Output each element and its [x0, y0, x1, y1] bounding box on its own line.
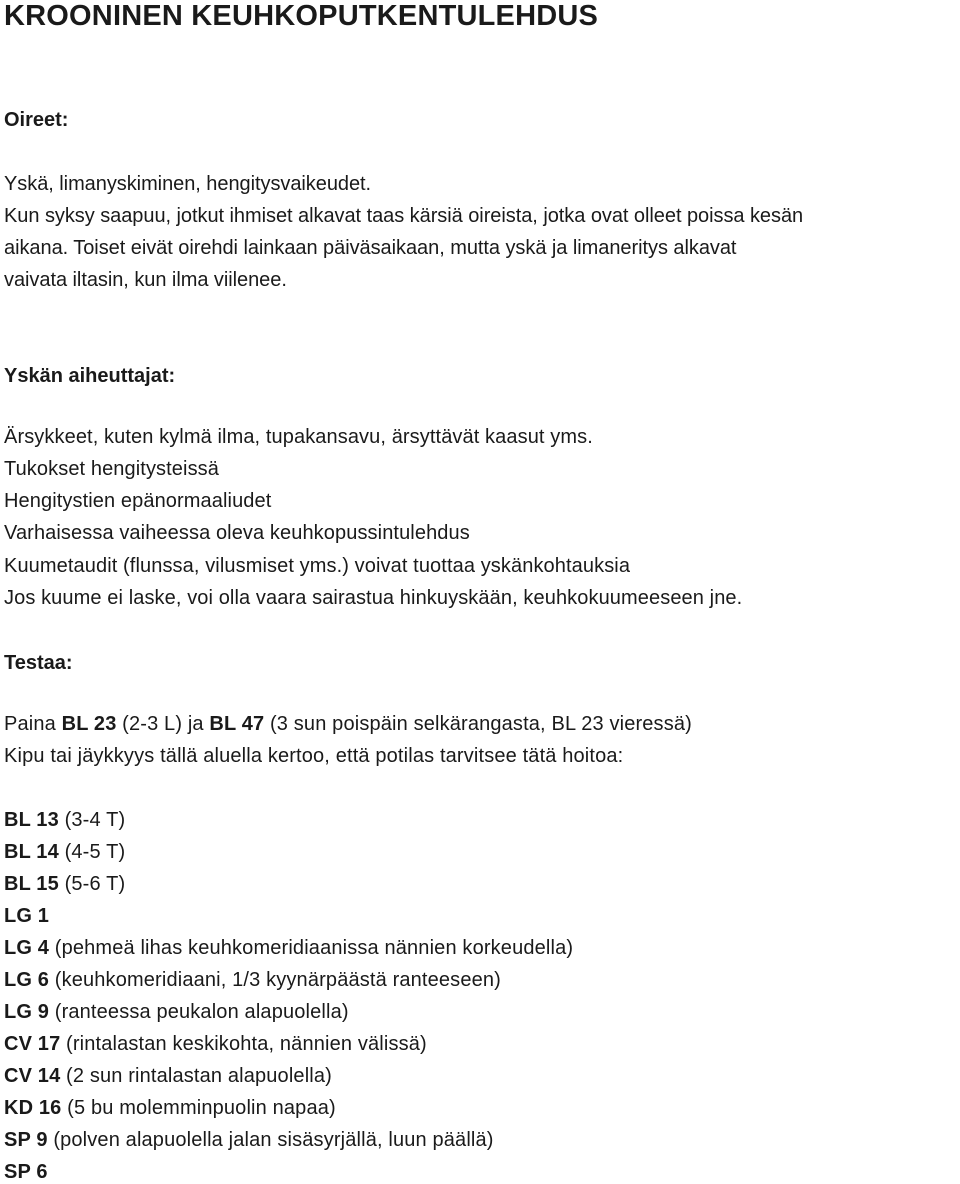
point-code: BL 13 — [4, 809, 59, 831]
causes-heading: Yskän aiheuttajat: — [4, 365, 176, 387]
causes-line: Ärsykkeet, kuten kylmä ilma, tupakansavu, ärsyttävät kaasut yms. — [4, 426, 593, 448]
point-desc: (4-5 T) — [58, 841, 126, 863]
point-desc: (5-6 T) — [58, 873, 126, 895]
test-result-note: Kipu tai jäykkyys tällä aluella kertoo, että potilas tarvitsee tätä hoitoa: — [4, 745, 624, 767]
point-item — [4, 904, 49, 928]
symptoms-heading: Oireet: — [4, 109, 69, 131]
test-heading: Testaa: — [4, 652, 73, 674]
point-code: LG 4 — [4, 937, 50, 959]
causes-line: Jos kuume ei laske, voi olla vaara sairastua hinkuyskään, keuhkokuumeeseen jne. — [4, 587, 743, 609]
point-desc: (2 sun rintalastan alapuolella) — [60, 1065, 332, 1087]
point-item — [4, 1160, 48, 1184]
point-item — [4, 1000, 349, 1024]
point-item — [4, 1096, 336, 1120]
symptoms-line: aikana. Toiset eivät oirehdi lainkaan päiväsaikaan, mutta yskä ja limaneritys alkavat — [4, 237, 737, 259]
symptoms-line: vaivata iltasin, kun ilma viilenee. — [4, 269, 287, 291]
test-instruction — [4, 712, 692, 736]
point-code: KD 16 — [4, 1097, 62, 1119]
point-code: LG 9 — [4, 1001, 50, 1023]
point-desc: (rintalastan keskikohta, nännien välissä) — [60, 1033, 427, 1055]
point-item — [4, 840, 125, 864]
point-desc: (ranteessa peukalon alapuolella) — [49, 1001, 349, 1023]
point-item — [4, 1064, 332, 1088]
causes-line: Varhaisessa vaiheessa oleva keuhkopussintulehdus — [4, 522, 470, 544]
point-code: LG 1 — [4, 905, 50, 927]
point-item — [4, 808, 125, 832]
test-text: Paina — [4, 713, 62, 735]
point-code: SP 9 — [4, 1129, 48, 1151]
point-item — [4, 1128, 494, 1152]
point-code: BL 15 — [4, 873, 59, 895]
point-code: BL 23 — [61, 713, 117, 735]
document-title: KROONINEN KEUHKOPUTKENTULEHDUS — [4, 0, 599, 32]
point-code: SP 6 — [4, 1161, 48, 1183]
causes-line: Hengitystien epänormaaliudet — [4, 490, 272, 512]
point-desc: (keuhkomeridiaani, 1/3 kyynärpäästä ranteeseen) — [49, 969, 501, 991]
point-item — [4, 872, 125, 896]
point-code: LG 6 — [4, 969, 50, 991]
point-item — [4, 968, 501, 992]
point-desc: (5 bu molemminpuolin napaa) — [61, 1097, 336, 1119]
point-item — [4, 1032, 427, 1056]
symptoms-line: Yskä, limanyskiminen, hengitysvaikeudet. — [4, 173, 372, 195]
point-desc: (polven alapuolella jalan sisäsyrjällä, luun päällä) — [47, 1129, 494, 1151]
point-desc: (pehmeä lihas keuhkomeridiaanissa nännien korkeudella) — [49, 937, 574, 959]
point-item — [4, 936, 573, 960]
point-desc: (3-4 T) — [58, 809, 126, 831]
causes-line: Tukokset hengitysteissä — [4, 458, 219, 480]
causes-line: Kuumetaudit (flunssa, vilusmiset yms.) voivat tuottaa yskänkohtauksia — [4, 555, 631, 577]
point-code: BL 47 — [209, 713, 265, 735]
symptoms-line: Kun syksy saapuu, jotkut ihmiset alkavat taas kärsiä oireista, jotka ovat olleet poissa kesän — [4, 205, 804, 227]
test-text: (2-3 L) ja — [116, 713, 210, 735]
point-code: CV 17 — [4, 1033, 61, 1055]
point-code: BL 14 — [4, 841, 59, 863]
point-code: CV 14 — [4, 1065, 61, 1087]
test-text: (3 sun poispäin selkärangasta, BL 23 vieressä) — [264, 713, 692, 735]
